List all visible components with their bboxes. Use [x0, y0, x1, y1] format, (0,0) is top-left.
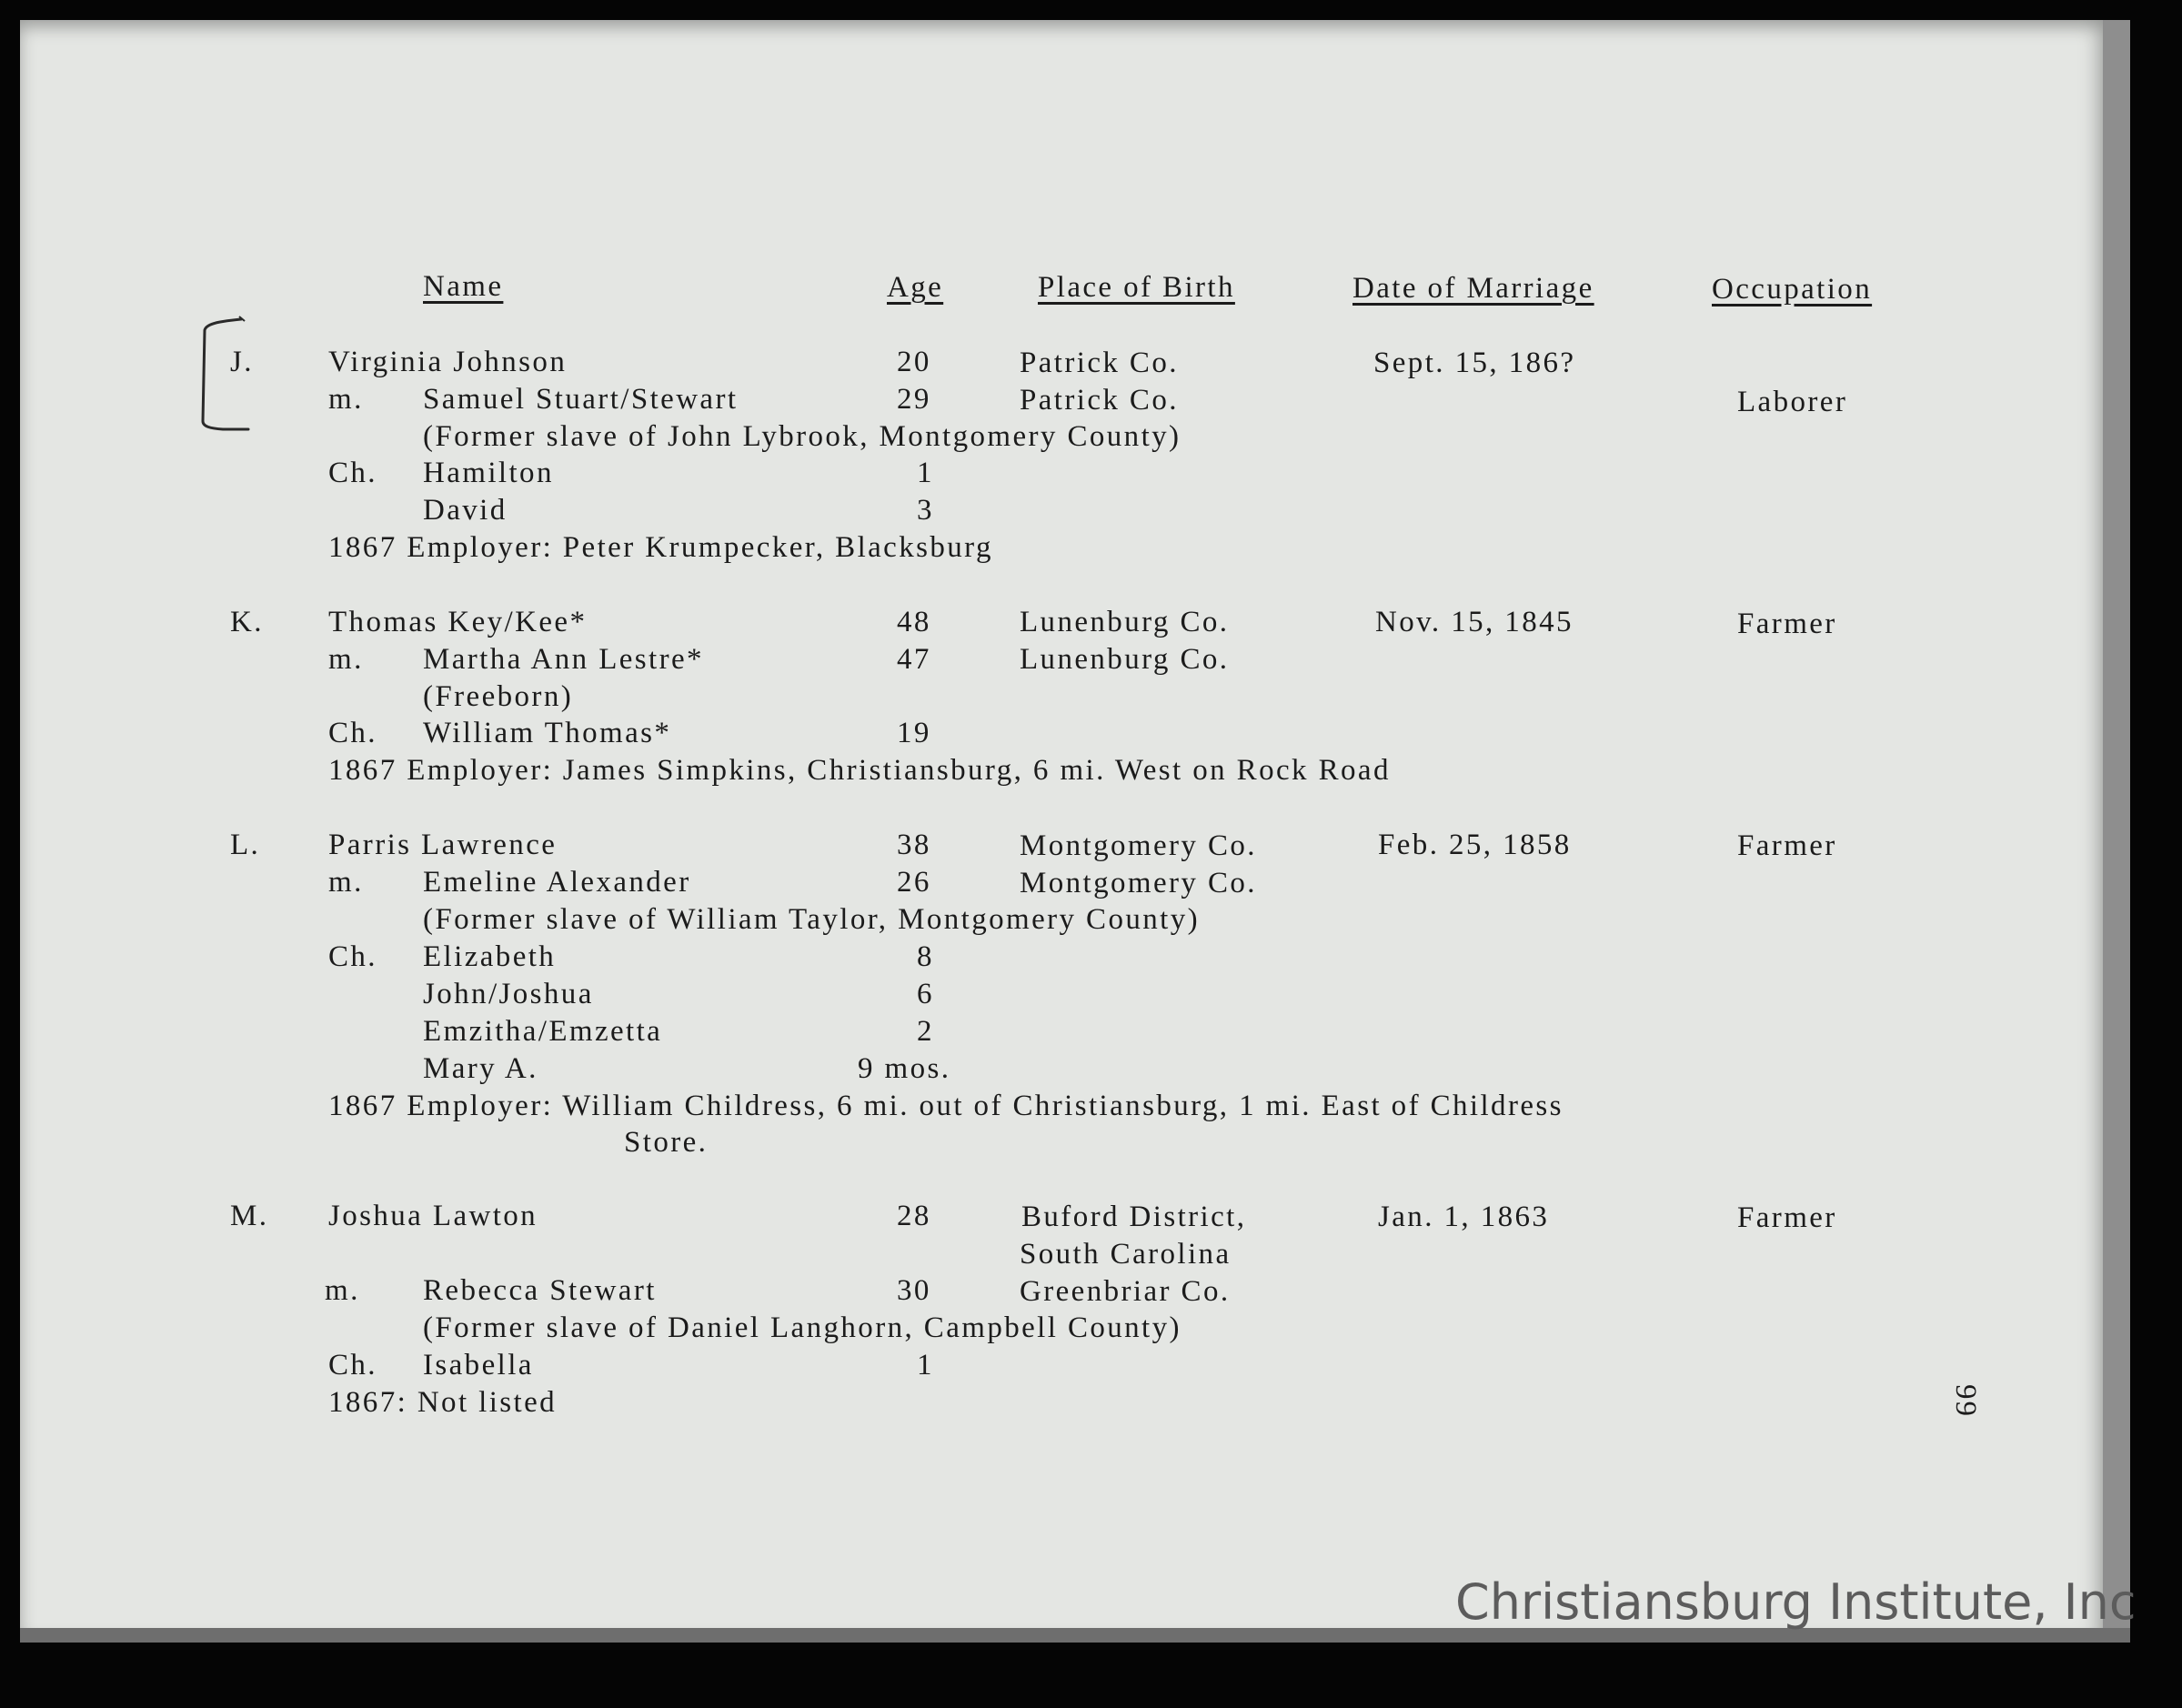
header-occupation: Occupation: [1712, 273, 1873, 306]
entry-m-ch-label: Ch.: [328, 1349, 377, 1381]
entry-l-child-name: John/Joshua: [423, 978, 594, 1010]
entry-l-m-label: m.: [328, 866, 364, 899]
entry-j-spouse-birth: Patrick Co.: [1020, 384, 1179, 417]
entry-k-head-age: 48: [897, 606, 931, 638]
entry-j-m-label: m.: [328, 383, 364, 416]
entry-j-spouse-name: Samuel Stuart/Stewart: [423, 383, 739, 416]
header-date-of-marriage: Date of Marriage: [1352, 272, 1594, 305]
entry-l-employer-continued: Store.: [624, 1126, 709, 1159]
entry-m-employer: 1867: Not listed: [328, 1386, 558, 1419]
entry-k-spouse-age: 47: [897, 643, 931, 676]
entry-k-spouse-name: Martha Ann Lestre*: [423, 643, 704, 676]
entry-m-head-name: Joshua Lawton: [328, 1200, 538, 1232]
entry-k-occupation: Farmer: [1737, 608, 1837, 640]
entry-k-child-age: 19: [897, 717, 931, 749]
page-edge-right: [2103, 20, 2130, 1639]
entry-l-employer: 1867 Employer: William Childress, 6 mi. out of Christiansburg, 1 mi. East of Childress: [328, 1090, 1564, 1122]
entry-j-child-age: 3: [917, 494, 934, 527]
entry-j-marriage-date: Sept. 15, 186?: [1373, 347, 1576, 379]
entry-m-m-label: m.: [325, 1274, 360, 1307]
entry-m-head-age: 28: [897, 1200, 931, 1232]
entry-l-occupation: Farmer: [1737, 829, 1837, 862]
entry-k-m-label: m.: [328, 643, 364, 676]
entry-m-spouse-name: Rebecca Stewart: [423, 1274, 657, 1307]
entry-l-head-age: 38: [897, 829, 931, 861]
entry-j-employer: 1867 Employer: Peter Krumpecker, Blacksburg: [328, 531, 993, 564]
entry-l-spouse-age: 26: [897, 866, 931, 899]
entry-k-head-birth: Lunenburg Co.: [1020, 606, 1230, 638]
watermark: Christiansburg Institute, Inc: [1455, 1573, 2137, 1631]
entry-l-spouse-name: Emeline Alexander: [423, 866, 691, 899]
entry-k-spouse-birth: Lunenburg Co.: [1020, 643, 1230, 676]
entry-m-letter: M.: [230, 1200, 269, 1232]
entry-l-child-age: 2: [917, 1015, 934, 1048]
entry-l-head-name: Parris Lawrence: [328, 829, 558, 861]
entry-m-marriage-date: Jan. 1, 1863: [1378, 1201, 1550, 1233]
entry-l-child-name: Emzitha/Emzetta: [423, 1015, 663, 1048]
entry-m-note: (Former slave of Daniel Langhorn, Campbell County): [423, 1311, 1181, 1344]
entry-j-occupation: Laborer: [1737, 386, 1848, 418]
entry-m-occupation: Farmer: [1737, 1201, 1837, 1234]
entry-j-note: (Former slave of John Lybrook, Montgomery County): [423, 420, 1181, 453]
entry-k-letter: K.: [230, 606, 264, 638]
entry-j-child-age: 1: [917, 457, 934, 489]
entry-j-head-age: 20: [897, 346, 931, 378]
entry-j-ch-label: Ch.: [328, 457, 377, 489]
entry-k-ch-label: Ch.: [328, 717, 377, 749]
entry-l-spouse-birth: Montgomery Co.: [1020, 867, 1257, 899]
entry-j-head-name: Virginia Johnson: [328, 346, 568, 378]
header-place-of-birth: Place of Birth: [1038, 271, 1235, 304]
entry-j-head-birth: Patrick Co.: [1020, 347, 1179, 379]
entry-j-letter: J.: [230, 346, 254, 378]
entry-m-child-name: Isabella: [423, 1349, 534, 1381]
entry-l-ch-label: Ch.: [328, 940, 377, 973]
entry-j-child-name: Hamilton: [423, 457, 554, 489]
header-age: Age: [887, 271, 944, 304]
entry-m-spouse-birth: Greenbriar Co.: [1020, 1275, 1231, 1308]
entry-k-marriage-date: Nov. 15, 1845: [1375, 606, 1574, 638]
entry-j-spouse-age: 29: [897, 383, 931, 416]
entry-k-head-name: Thomas Key/Kee*: [328, 606, 588, 638]
entry-l-head-birth: Montgomery Co.: [1020, 829, 1257, 862]
entry-l-letter: L.: [230, 829, 261, 861]
entry-l-child-age: 6: [917, 978, 934, 1010]
entry-m-child-age: 1: [917, 1349, 934, 1381]
entry-l-marriage-date: Feb. 25, 1858: [1378, 829, 1572, 861]
entry-l-child-name: Elizabeth: [423, 940, 557, 973]
entry-k-employer: 1867 Employer: James Simpkins, Christiansburg, 6 mi. West on Rock Road: [328, 754, 1391, 787]
entry-k-note: (Freeborn): [423, 680, 574, 713]
header-name: Name: [423, 270, 504, 303]
entry-l-note: (Former slave of William Taylor, Montgomery County): [423, 903, 1201, 936]
entry-k-child-name: William Thomas*: [423, 717, 672, 749]
entry-m-head-birth: Buford District,: [1021, 1201, 1247, 1233]
entry-m-spouse-age: 30: [897, 1274, 931, 1307]
entry-l-child-age: 8: [917, 940, 934, 973]
page-number: 99: [1949, 1384, 1982, 1418]
entry-m-head-birth-continued: South Carolina: [1020, 1238, 1232, 1271]
entry-l-child-name: Mary A.: [423, 1052, 538, 1085]
entry-j-child-name: David: [423, 494, 508, 527]
entry-l-child-age: 9 mos.: [858, 1052, 951, 1085]
